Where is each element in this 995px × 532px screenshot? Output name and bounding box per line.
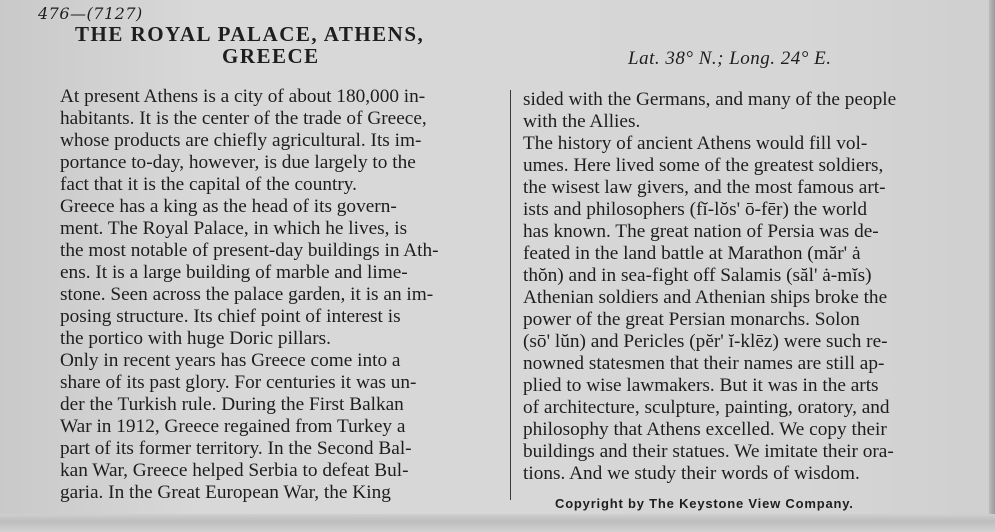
text-line: buildings and their statues. We imitate their ora- — [523, 441, 894, 462]
column-divider — [510, 90, 511, 500]
title-line-2: GREECE — [222, 44, 320, 68]
text-line: power of the great Persian monarchs. Solon — [523, 309, 860, 330]
text-line: umes. Here lived some of the greatest soldiers, — [523, 155, 884, 176]
text-line: posing structure. Its chief point of interest is — [60, 306, 401, 327]
text-line: sided with the Germans, and many of the people — [523, 89, 897, 110]
text-line: Athenian soldiers and Athenian ships broke the — [523, 287, 888, 308]
text-line: kan War, Greece helped Serbia to defeat Bul- — [60, 460, 409, 481]
catalog-number: 476—(7127) — [38, 4, 143, 23]
text-line: thŏn) and in sea-fight off Salamis (săl' ȧ-mĭs) — [523, 265, 872, 286]
text-line: At present Athens is a city of about 180,000 in- — [60, 86, 426, 107]
text-line: stone. Seen across the palace garden, it is an im- — [60, 284, 434, 305]
coordinates: Lat. 38° N.; Long. 24° E. — [628, 48, 832, 69]
text-line: ists and philosophers (fĭ-lŏs' ō-fēr) the world — [523, 199, 868, 220]
text-line: whose products are chiefly agricultural. Its im- — [60, 130, 422, 151]
text-line: the wisest law givers, and the most famous art- — [523, 177, 886, 198]
page-bottom-edge — [0, 514, 995, 532]
left-column — [60, 86, 500, 504]
text-line: share of its past glory. For centuries it was un- — [60, 372, 417, 393]
text-line: The history of ancient Athens would fill vol- — [523, 133, 868, 154]
text-line: (sō' lŭn) and Pericles (pĕr' ĭ-klēz) were such re- — [523, 331, 888, 352]
right-column — [523, 89, 991, 485]
text-line: feated in the land battle at Marathon (măr' ȧ — [523, 243, 861, 264]
text-line: Greece has a king as the head of its govern- — [60, 196, 397, 217]
text-line: has known. The great nation of Persia was de- — [523, 221, 879, 242]
text-line: fact that it is the capital of the country. — [60, 174, 357, 195]
text-line: War in 1912, Greece regained from Turkey a — [60, 416, 406, 437]
text-line: the most notable of present-day buildings in Ath- — [60, 240, 439, 261]
text-line: with the Allies. — [523, 111, 641, 132]
text-line: part of its former territory. In the Second Bal- — [60, 438, 412, 459]
text-line: der the Turkish rule. During the First Balkan — [60, 394, 404, 415]
text-line: ens. It is a large building of marble and lime- — [60, 262, 408, 283]
title-line-1: THE ROYAL PALACE, ATHENS, — [75, 22, 425, 46]
text-line: the portico with huge Doric pillars. — [60, 328, 331, 349]
text-line: nowned statesmen that their names are still ap- — [523, 353, 885, 374]
text-line: Only in recent years has Greece come into a — [60, 350, 401, 371]
text-line: ment. The Royal Palace, in which he lives, is — [60, 218, 408, 239]
text-line: garia. In the Great European War, the King — [60, 482, 391, 503]
text-line: habitants. It is the center of the trade of Greece, — [60, 108, 427, 129]
text-line: philosophy that Athens excelled. We copy their — [523, 419, 887, 440]
text-line: plied to wise lawmakers. But it was in the arts — [523, 375, 879, 396]
copyright-notice: Copyright by The Keystone View Company. — [555, 496, 854, 511]
text-line: tions. And we study their words of wisdom. — [523, 463, 860, 484]
text-line: of architecture, sculpture, painting, oratory, and — [523, 397, 890, 418]
text-line: portance to-day, however, is due largely to the — [60, 152, 416, 173]
